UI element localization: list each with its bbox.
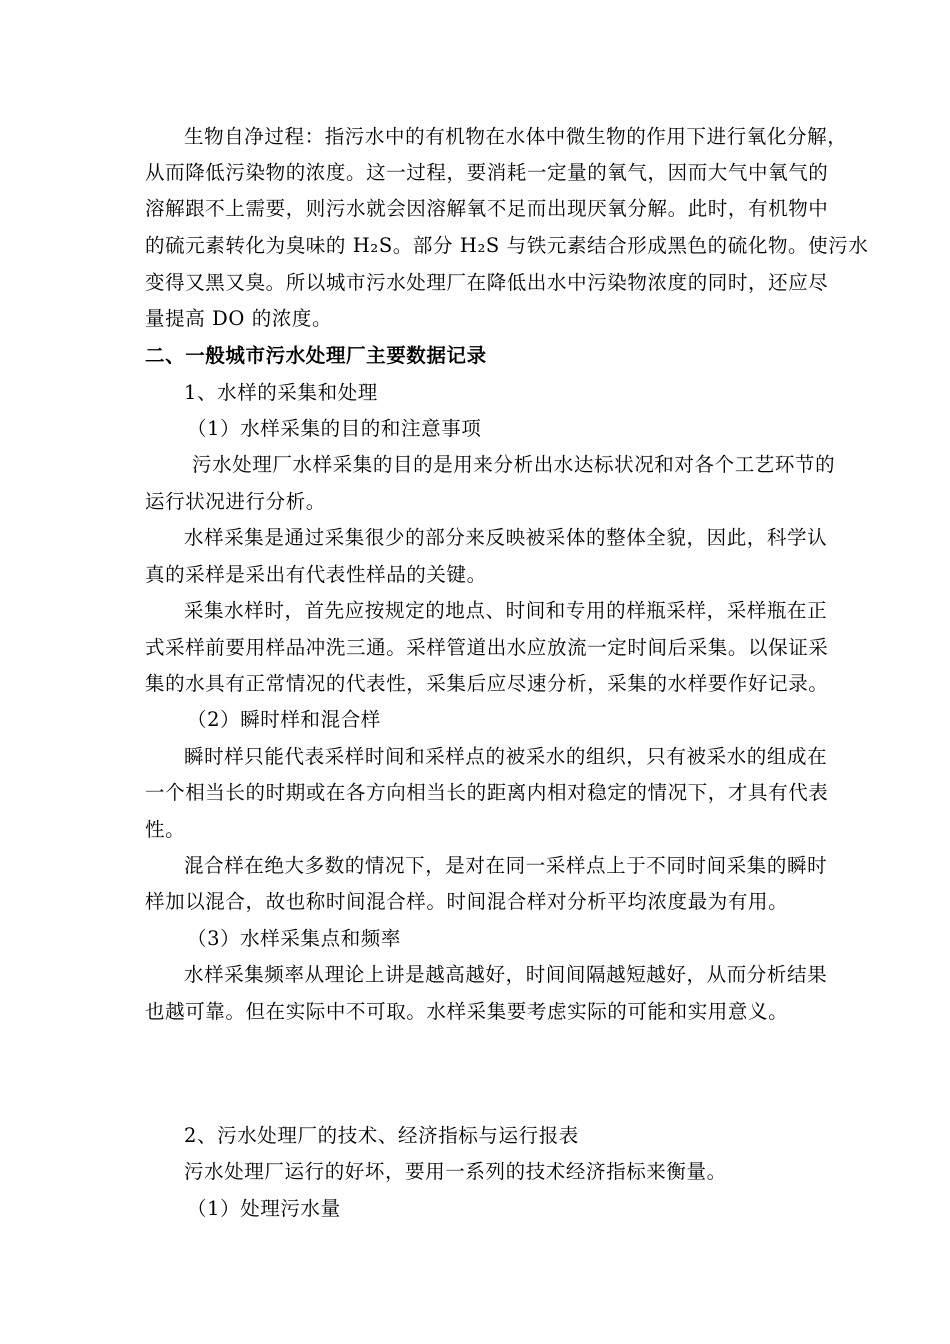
- paragraph-line: 式采样前要用样品冲洗三通。采样管道出水应放流一定时间后采集。以保证采: [145, 636, 829, 659]
- paragraph-line: 从而降低污染物的浓度。这一过程，要消耗一定量的氧气，因而大气中氧气的: [145, 161, 829, 184]
- paragraph-line: 样加以混合，故也称时间混合样。时间混合样对分析平均浓度最为有用。: [145, 890, 789, 913]
- section-heading: 二、一般城市污水处理厂主要数据记录: [145, 344, 487, 367]
- paragraph-line: 水样采集频率从理论上讲是越高越好，时间间隔越短越好，从而分析结果: [184, 963, 828, 986]
- paragraph-line: 生物自净过程：指污水中的有机物在水体中微生物的作用下进行氧化分解，: [184, 125, 848, 148]
- paragraph-line: 污水处理厂运行的好坏，要用一系列的技术经济指标来衡量。: [184, 1160, 727, 1183]
- subsection-heading: 2、污水处理厂的技术、经济指标与运行报表: [184, 1124, 579, 1147]
- subsection-heading: 1、水样的采集和处理: [184, 381, 378, 404]
- paragraph-line: 溶解跟不上需要，则污水就会因溶解氧不足而出现厌氧分解。此时，有机物中: [145, 197, 829, 220]
- paragraph-line: 瞬时样只能代表采样时间和采样点的被采水的组织，只有被采水的组成在: [184, 745, 828, 768]
- paragraph-line: 集的水具有正常情况的代表性，采集后应尽速分析，采集的水样要作好记录。: [145, 672, 829, 695]
- subsection-heading: （2）瞬时样和混合样: [187, 708, 381, 731]
- paragraph-line: 采集水样时，首先应按规定的地点、时间和专用的样瓶采样，采样瓶在正: [184, 599, 828, 622]
- paragraph-line: 真的采样是采出有代表性样品的关键。: [145, 563, 487, 586]
- subsection-heading: （1）处理污水量: [187, 1197, 341, 1220]
- paragraph-line: 变得又黑又臭。所以城市污水处理厂在降低出水中污染物浓度的同时，还应尽: [145, 271, 829, 294]
- paragraph-line: 性。: [145, 818, 186, 841]
- subsection-heading: （3）水样采集点和频率: [187, 927, 402, 950]
- paragraph-line: 混合样在绝大多数的情况下，是对在同一采样点上于不同时间采集的瞬时: [184, 854, 828, 877]
- paragraph-line: 量提高 DO 的浓度。: [145, 307, 333, 330]
- paragraph-line: 的硫元素转化为臭味的 H₂S。部分 H₂S 与铁元素结合形成黑色的硫化物。使污水: [145, 234, 869, 257]
- paragraph-line: 运行状况进行分析。: [145, 490, 326, 513]
- paragraph-line: 也越可靠。但在实际中不可取。水样采集要考虑实际的可能和实用意义。: [145, 1000, 789, 1023]
- paragraph-line: 一个相当长的时期或在各方向相当长的距离内相对稳定的情况下，才具有代表: [145, 781, 829, 804]
- subsection-heading: （1）水样采集的目的和注意事项: [187, 417, 482, 440]
- paragraph-line: 污水处理厂水样采集的目的是用来分析出水达标状况和对各个工艺环节的: [192, 453, 836, 476]
- paragraph-line: 水样采集是通过采集很少的部分来反映被采体的整体全貌，因此，科学认: [184, 526, 828, 549]
